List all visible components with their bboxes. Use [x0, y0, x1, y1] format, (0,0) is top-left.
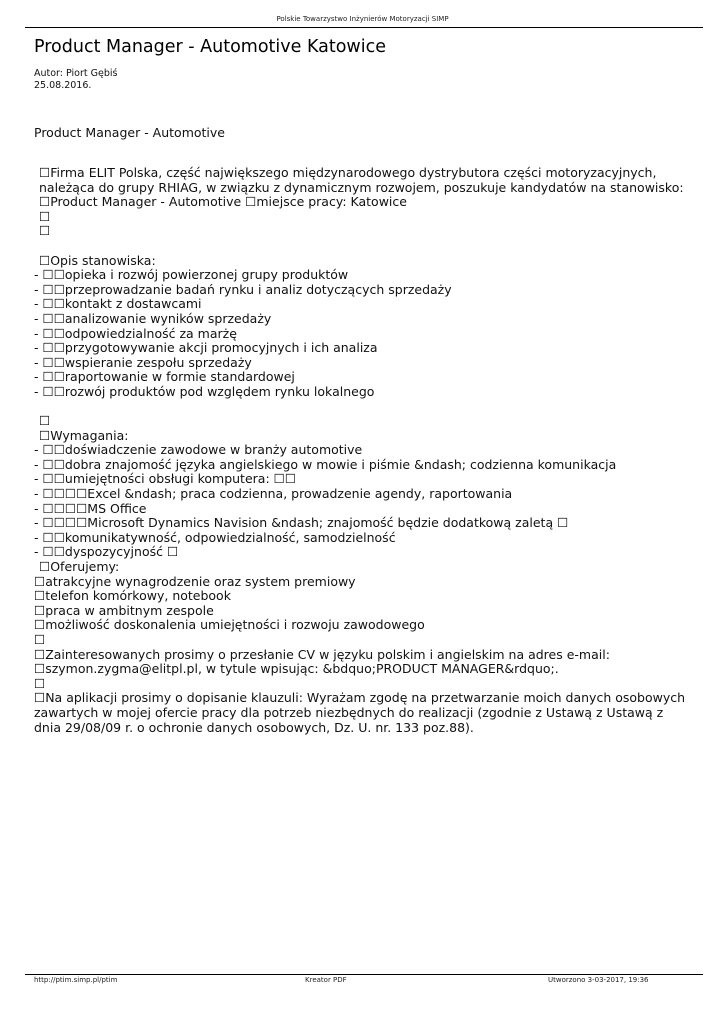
list-item: - ☐☐raportowanie w formie standardowej — [34, 369, 295, 385]
footer-created: Utworzono 3-03-2017, 19:36 — [548, 976, 649, 984]
offer-list — [34, 575, 694, 633]
list-item: ☐praca w ambitnym zespole — [34, 602, 214, 618]
list-item: ☐telefon komórkowy, notebook — [34, 588, 231, 604]
intro-paragraph: ☐Firma ELIT Polska, część największego międzynarodowego dystrybutora części motoryzacyjnych, należąca do grupy RHIAG, w związku z dynamicznym rozwojem, poszukuje kandydatów na stanowisko: ☐Product Manager - Automotive ☐miejsce pracy: Katowice — [39, 165, 684, 210]
list-item: - ☐☐komunikatywność, odpowiedzialność, samodzielność — [34, 529, 396, 545]
empty-box: ☐ — [34, 675, 46, 691]
footer-url[interactable]: http://ptim.simp.pl/ptim — [34, 976, 118, 984]
description-heading: ☐Opis stanowiska: — [39, 252, 156, 268]
consent-clause: ☐Na aplikacji prosimy o dopisanie klauzuli: Wyrażam zgodę na przetwarzanie moich danych osobowych zawartych w mojej ofercie pracy dla potrzeb niezbędnych do realizacji (zgodnie z Ustawą z Ustawą z dnia 29/08/09 r. o ochronie danych osobowych, Dz. U. nr. 133 poz.88). — [34, 690, 686, 735]
list-item: - ☐☐☐☐MS Office — [34, 500, 147, 516]
list-item: - ☐☐kontakt z dostawcami — [34, 296, 202, 312]
list-item: - ☐☐dyspozycyjność ☐ — [34, 544, 179, 560]
requirements-heading: ☐Wymagania: — [39, 427, 129, 443]
list-item: - ☐☐analizowanie wyników sprzedaży — [34, 310, 272, 326]
article-meta — [34, 68, 117, 92]
contact-line: ☐Zainteresowanych prosimy o przesłanie CV w języku polskim i angielskim na adres e-mail: — [34, 646, 610, 662]
footer-rule — [25, 974, 703, 975]
list-item: ☐atrakcyjne wynagrodzenie oraz system premiowy — [34, 573, 356, 589]
page-title: Product Manager - Automotive Katowice — [34, 37, 386, 57]
offer-heading: ☐Oferujemy: — [39, 559, 120, 575]
list-item: - ☐☐przygotowywanie akcji promocyjnych i ich analiza — [34, 340, 378, 356]
empty-box: ☐ — [34, 632, 46, 647]
requirements-list — [34, 443, 694, 560]
list-item: - ☐☐przeprowadzanie badań rynku i analiz dotyczących sprzedaży — [34, 281, 452, 297]
page-header: Polskie Towarzystwo Inżynierów Motoryzacji SIMP — [276, 15, 449, 23]
empty-box: ☐ — [39, 208, 51, 224]
header-rule — [25, 27, 703, 28]
list-item: - ☐☐☐☐Excel &ndash; praca codzienna, prowadzenie agendy, raportowania — [34, 486, 513, 502]
author-line: Autor: Piort Gębiś — [34, 68, 118, 79]
list-item: ☐możliwość doskonalenia umiejętności i rozwoju zawodowego — [34, 617, 425, 633]
date-line: 25.08.2016. — [34, 80, 92, 91]
list-item: - ☐☐doświadczenie zawodowe w branży automotive — [34, 442, 363, 458]
article-body — [34, 166, 694, 735]
empty-box: ☐ — [39, 413, 51, 429]
article-subtitle: Product Manager - Automotive — [34, 125, 225, 140]
empty-box: ☐ — [39, 223, 51, 239]
contact-email-line: ☐szymon.zygma@elitpl.pl, w tytule wpisując: &bdquo;PRODUCT MANAGER&rdquo;. — [34, 661, 559, 677]
list-item: - ☐☐odpowiedzialność za marżę — [34, 325, 237, 341]
list-item: - ☐☐wspieranie zespołu sprzedaży — [34, 354, 252, 370]
list-item: - ☐☐dobra znajomość języka angielskiego w mowie i piśmie &ndash; codzienna komunikacja — [34, 456, 617, 472]
list-item: - ☐☐umiejętności obsługi komputera: ☐☐ — [34, 471, 297, 487]
list-item: - ☐☐☐☐Microsoft Dynamics Navision &ndash; znajomość będzie dodatkową zaletą ☐ — [34, 515, 569, 531]
footer-generator: Kreator PDF — [305, 976, 347, 984]
description-list — [34, 268, 694, 399]
list-item: - ☐☐opieka i rozwój powierzonej grupy produktów — [34, 267, 349, 283]
list-item: - ☐☐rozwój produktów pod względem rynku lokalnego — [34, 383, 375, 399]
